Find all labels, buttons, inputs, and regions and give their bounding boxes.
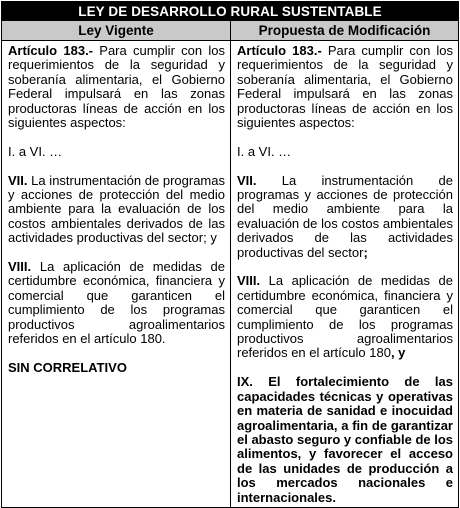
article-text: Para cumplir con los requerimientos de la seguridad y soberanía alimentaria, el Gobierno Federal impulsará en las zonas productoras líneas de acción en los siguientes aspectos:	[8, 43, 225, 131]
fraction-vii-paragraph	[8, 174, 225, 246]
table-title: LEY DE DESARROLLO RURAL SUSTENTABLE	[2, 2, 459, 21]
fraction-viii-paragraph	[237, 274, 453, 360]
article-183-paragraph	[237, 44, 453, 130]
fraction-viii-text: La aplicación de medidas de certidumbre económica, financiera y comercial que garanticen el cumplimiento de los programas productivos agroalimentarios referidos en el artículo 180	[237, 273, 453, 361]
fraction-ix-text: El fortalecimiento de las capacidades técnicas y operativas en materia de sanidad e inocuidad agroalimentaria, a fin de garantizar el abasto seguro y confiable de los alimentos, y favorecer el acceso de las unidades de producción a los mercados nacionales e internacionales.	[237, 374, 454, 505]
fraction-vii-ending: ;	[363, 244, 368, 260]
fraction-range: I. a VI. …	[237, 143, 292, 159]
fraction-vii-label: VII.	[237, 172, 257, 188]
content-row	[2, 41, 459, 508]
fraction-vii-text: La instrumentación de programas y acciones de protección del medio ambiente para la evaluación de los costos ambientales derivados de las actividades productivas del sector	[237, 172, 453, 260]
fraction-viii-text: La aplicación de medidas de certidumbre económica, financiera y comercial que garanticen el cumplimiento de los programas productivos agroalimentarios referidos en el artículo 180.	[8, 259, 225, 347]
comparison-table	[1, 1, 459, 508]
header-row	[2, 21, 459, 41]
fraction-vii-paragraph	[237, 174, 453, 260]
current-law-cell	[2, 41, 231, 508]
fraction-viii-paragraph	[8, 260, 225, 346]
fraction-viii-label: VIII.	[8, 259, 32, 275]
article-text: Para cumplir con los requerimientos de la seguridad y soberanía alimentaria, el Gobierno Federal impulsará en las zonas productoras líneas de acción en los siguientes aspectos:	[237, 43, 453, 131]
comparison-document	[1, 1, 458, 505]
proposed-change-cell	[231, 41, 459, 508]
no-correlative-text: SIN CORRELATIVO	[8, 359, 127, 375]
fraction-vii-text: La instrumentación de programas y acciones de protección del medio ambiente para la evaluación de los costos ambientales derivados de las actividades productivas del sector; y	[8, 172, 225, 246]
column-header-proposed-change: Propuesta de Modificación	[231, 21, 459, 41]
fraction-ix-paragraph	[237, 375, 453, 505]
article-183-paragraph	[8, 44, 225, 130]
column-header-current-law: Ley Vigente	[2, 21, 231, 41]
fraction-vii-label: VII.	[8, 172, 28, 188]
title-row	[2, 2, 459, 21]
fraction-viii-label: VIII.	[237, 273, 261, 289]
fraction-range: I. a VI. …	[8, 143, 63, 159]
article-label: Artículo 183.-	[237, 43, 322, 58]
fraction-ix-label: IX.	[237, 374, 253, 390]
article-label: Artículo 183.-	[8, 43, 94, 58]
fraction-viii-ending: , y	[390, 345, 406, 361]
